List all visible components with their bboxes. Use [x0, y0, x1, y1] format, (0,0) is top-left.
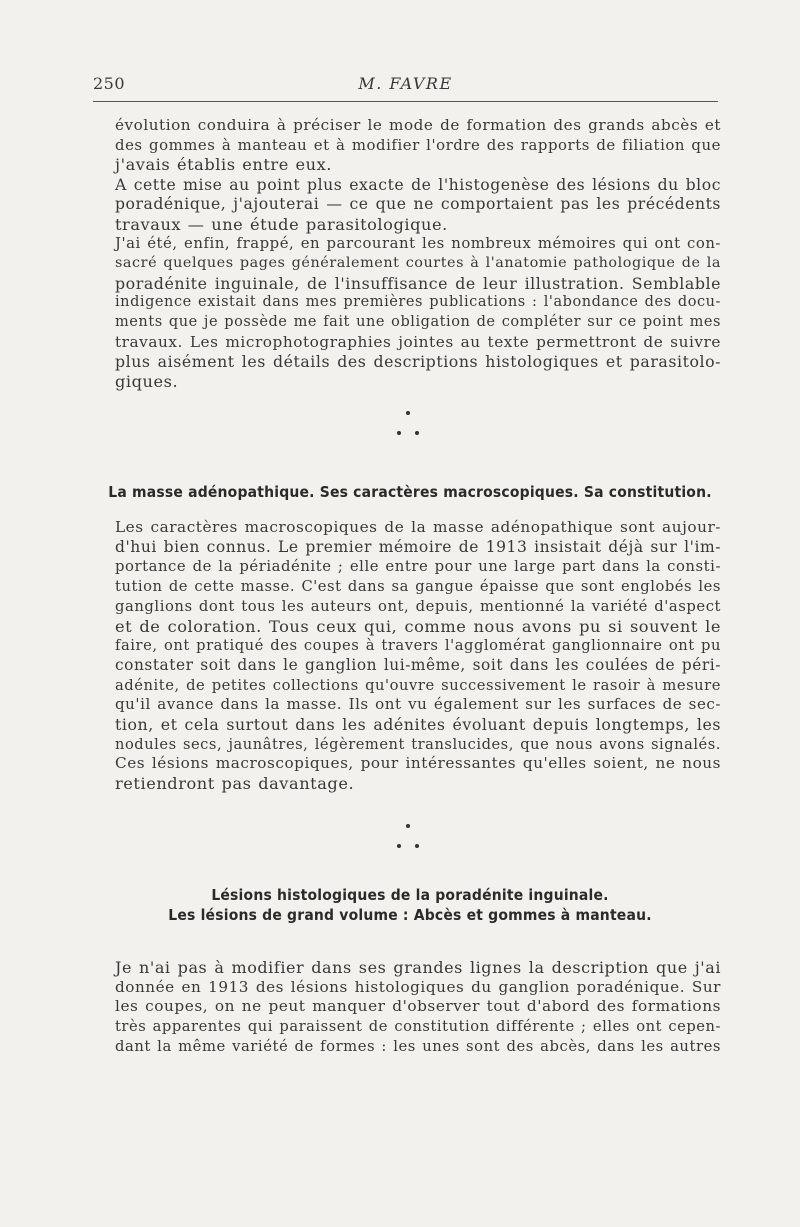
- text-line: indigence existait dans mes premières publications : l'abondance des docu-: [115, 294, 721, 311]
- text-line: et de coloration. Tous ceux qui, comme nous avons pu si souvent le: [115, 616, 721, 636]
- separator-dot: [415, 844, 419, 848]
- text-line: qu'il avance dans la masse. Ils ont vu également sur les surfaces de sec-: [115, 695, 721, 714]
- separator-dot: [397, 844, 401, 848]
- text-line: J'ai été, enfin, frappé, en parcourant les nombreux mémoires qui ont con-: [115, 235, 721, 253]
- text-line: adénite, de petites collections qu'ouvre successivement le rasoir à mesure: [115, 676, 721, 694]
- text-line: Je n'ai pas à modifier dans ses grandes lignes la description que j'ai: [115, 958, 721, 977]
- text-line: travaux. Les microphotographies jointes au texte permettront de suivre: [115, 332, 721, 351]
- heading-line: Les lésions de grand volume : Abcès et gommes à manteau.: [168, 906, 652, 924]
- text-line: giques.: [115, 372, 179, 392]
- text-line: tion, et cela surtout dans les adénites évoluant depuis longtemps, les: [115, 715, 721, 735]
- heading-line: La masse adénopathique. Ses caractères macroscopiques. Sa constitution.: [108, 483, 712, 501]
- paragraph-intro: [115, 116, 721, 392]
- section-separator: [393, 820, 423, 850]
- text-line: travaux — une étude parasitologique.: [115, 214, 448, 234]
- text-line: A cette mise au point plus exacte de l'histogenèse des lésions du bloc: [115, 175, 721, 195]
- heading-line: Lésions histologiques de la poradénite inguinale.: [211, 886, 609, 904]
- text-line: portance de la périadénite ; elle entre pour une large part dans la consti-: [115, 558, 721, 576]
- text-line: Ces lésions macroscopiques, pour intéressantes qu'elles soient, ne nous: [115, 754, 721, 773]
- section-heading-lesions: [100, 885, 720, 925]
- text-line: nodules secs, jaunâtres, légèrement translucides, que nous avons signalés.: [115, 735, 721, 753]
- text-line: des gommes à manteau et à modifier l'ordre des rapports de filiation que: [115, 135, 721, 154]
- text-line: ganglions dont tous les auteurs ont, depuis, mentionné la variété d'aspect: [115, 597, 721, 615]
- section-separator: [393, 407, 423, 437]
- text-line: les coupes, on ne peut manquer d'observer tout d'abord des formations: [115, 997, 721, 1016]
- text-line: Les caractères macroscopiques de la masse adénopathique sont aujour-: [115, 518, 721, 536]
- paragraph-masse: [115, 518, 721, 794]
- paragraph-lesions: [115, 958, 721, 1057]
- text-line: ments que je possède me fait une obligation de compléter sur ce point mes: [115, 314, 721, 331]
- text-line: tution de cette masse. C'est dans sa gangue épaisse que sont englobés les: [115, 578, 721, 596]
- text-line: d'hui bien connus. Le premier mémoire de 1913 insistait déjà sur l'im-: [115, 537, 721, 556]
- section-heading-masse: [100, 482, 720, 502]
- separator-dot: [397, 431, 401, 435]
- text-line: retiendront pas davantage.: [115, 774, 355, 794]
- separator-dot: [415, 431, 419, 435]
- running-title: M. FAVRE: [358, 74, 453, 93]
- text-line: faire, ont pratiqué des coupes à travers l'agglomérat ganglionnaire ont pu: [115, 637, 721, 655]
- header-rule: [93, 101, 718, 102]
- text-line: dant la même variété de formes : les unes sont des abcès, dans les autres: [115, 1037, 721, 1055]
- text-line: poradénite inguinale, de l'insuffisance de leur illustration. Semblable: [115, 273, 721, 293]
- text-line: constater soit dans le ganglion lui-même, soit dans les coulées de péri-: [115, 655, 721, 674]
- separator-dot: [406, 411, 410, 415]
- text-line: sacré quelques pages généralement courtes à l'anatomie pathologique de la: [115, 254, 721, 271]
- text-line: plus aisément les détails des descriptions histologiques et parasitolo-: [115, 352, 721, 372]
- running-head: [93, 70, 718, 96]
- text-line: poradénique, j'ajouterai — ce que ne comportaient pas les précédents: [115, 194, 721, 213]
- text-line: évolution conduira à préciser le mode de formation des grands abcès et: [115, 116, 721, 134]
- separator-dot: [406, 824, 410, 828]
- text-line: très apparentes qui paraissent de constitution différente ; elles ont cepen-: [115, 1018, 721, 1036]
- page-number: 250: [93, 74, 126, 93]
- text-line: donnée en 1913 des lésions histologiques du ganglion poradénique. Sur: [115, 977, 721, 996]
- text-line: j'avais établis entre eux.: [115, 155, 333, 175]
